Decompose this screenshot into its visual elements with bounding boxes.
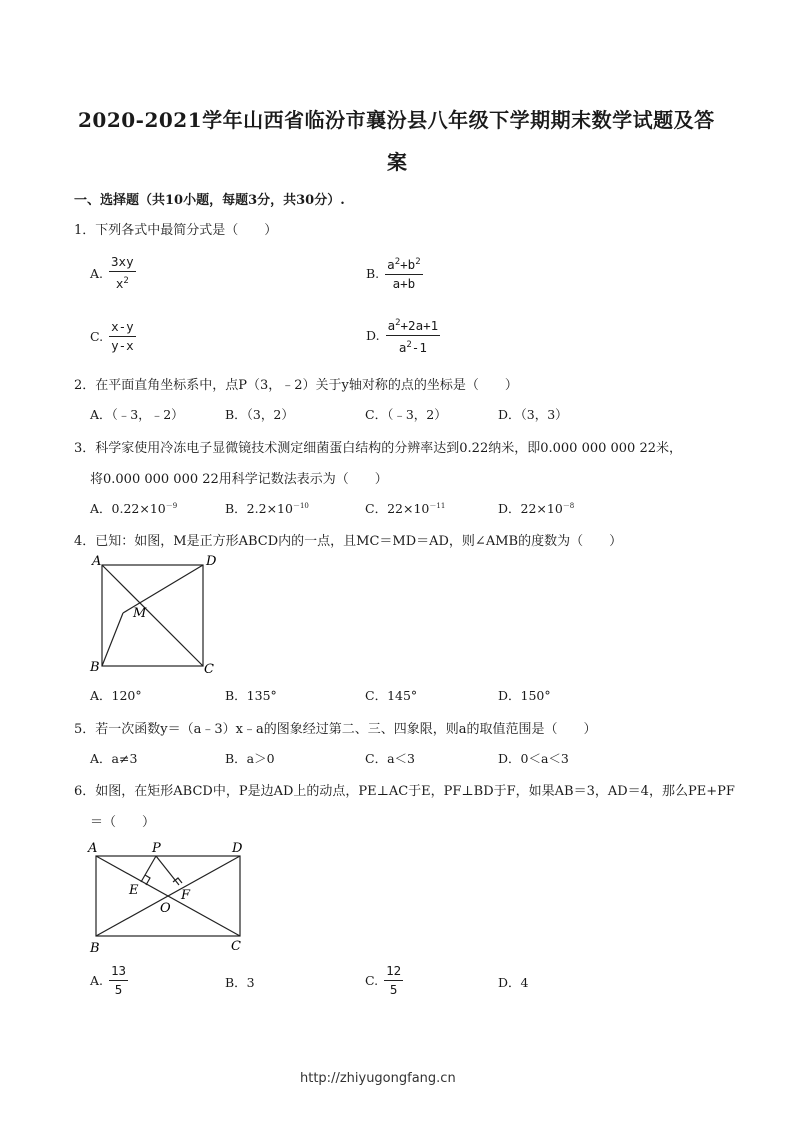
q1-option-c bbox=[90, 318, 136, 355]
vertex-label-a: A bbox=[92, 554, 102, 569]
question-6-stem-cont: ＝（ ） bbox=[90, 815, 156, 830]
point-label-m: M bbox=[133, 606, 147, 621]
q6-option-d: D．4 bbox=[498, 975, 529, 990]
question-1-stem: 1．下列各式中最简分式是（ ） bbox=[74, 223, 278, 238]
q4-option-a: A．120° bbox=[90, 688, 142, 703]
q5-option-c: C．a＜3 bbox=[365, 751, 415, 766]
numerator: $a^2+b^2$ bbox=[385, 253, 422, 275]
fraction bbox=[109, 318, 136, 355]
numerator: 13 bbox=[109, 962, 128, 981]
denominator: a+b bbox=[392, 276, 416, 292]
question-6-stem: 6．如图，在矩形ABCD中，P是边AD上的动点，PE⊥AC于E，PF⊥BD于F，如果AB＝3，AD＝4，那么PE+PF bbox=[74, 784, 735, 799]
vertex-label-a: A bbox=[88, 841, 98, 856]
q5-option-a: A．a≠3 bbox=[90, 751, 138, 766]
q2-option-b: B．（3，2） bbox=[225, 407, 294, 422]
fraction bbox=[386, 314, 441, 357]
denominator: 5 bbox=[389, 982, 398, 997]
numerator: 12 bbox=[384, 962, 403, 981]
square-abcd-figure bbox=[86, 553, 226, 678]
point-label-o: O bbox=[160, 901, 171, 916]
vertex-label-b: B bbox=[90, 660, 100, 675]
vertex-label-d: D bbox=[206, 554, 217, 569]
denominator: y-x bbox=[111, 338, 134, 353]
q3-option-c: C．$22\times 10^{-11}$ bbox=[365, 501, 446, 516]
fraction bbox=[109, 253, 136, 293]
point-label-e: E bbox=[129, 883, 139, 898]
segment-mb bbox=[102, 613, 123, 666]
q3-option-a: A．$0.22\times 10^{-9}$ bbox=[90, 501, 178, 516]
q1-option-d bbox=[366, 314, 440, 357]
vertex-label-d: D bbox=[232, 841, 243, 856]
q5-option-b: B．a＞0 bbox=[225, 751, 275, 766]
q4-option-c: C．145° bbox=[365, 688, 418, 703]
q5-option-d: D．0＜a＜3 bbox=[498, 751, 569, 766]
option-label: A. bbox=[90, 973, 104, 988]
denominator: $x^2$ bbox=[115, 276, 129, 292]
point-label-f: F bbox=[181, 888, 191, 903]
question-3-stem-cont: 将0.000 000 000 22用科学记数法表示为（ ） bbox=[90, 472, 388, 487]
page-title-cont: 案 bbox=[387, 150, 408, 174]
numerator: 3xy bbox=[109, 253, 136, 272]
q1-option-b bbox=[366, 253, 423, 293]
denominator: 5 bbox=[114, 982, 123, 997]
q6-option-a bbox=[90, 962, 128, 999]
numerator: $a^2+2a+1$ bbox=[386, 314, 441, 336]
point-label-p: P bbox=[152, 841, 161, 856]
q3-option-b: B．$2.2\times 10^{-10}$ bbox=[225, 501, 309, 516]
vertex-label-b: B bbox=[90, 941, 100, 956]
q1-option-a bbox=[90, 253, 136, 293]
q4-option-b: B．135° bbox=[225, 688, 277, 703]
fraction bbox=[385, 253, 422, 293]
question-2-stem: 2．在平面直角坐标系中，点P（3，﹣2）关于y轴对称的点的坐标是（ ） bbox=[74, 378, 518, 393]
option-label: A. bbox=[90, 265, 104, 281]
vertex-label-c: C bbox=[231, 939, 241, 954]
denominator: $a^2-1$ bbox=[398, 340, 427, 356]
rectangle-abcd-figure bbox=[86, 838, 256, 958]
q3-option-d: D．$22\times 10^{-8}$ bbox=[498, 501, 575, 516]
option-label: B. bbox=[366, 265, 380, 281]
question-5-stem: 5．若一次函数y＝（a﹣3）x﹣a的图象经过第二、三、四象限，则a的取值范围是（ ） bbox=[74, 722, 597, 737]
option-label: C. bbox=[90, 329, 104, 344]
option-label: D. bbox=[366, 328, 380, 344]
q6-option-c bbox=[365, 962, 403, 999]
option-label: C. bbox=[365, 973, 379, 988]
diagonal-ac bbox=[102, 565, 203, 666]
numerator: x-y bbox=[109, 318, 136, 337]
segment-pe bbox=[141, 856, 156, 882]
question-3-stem: 3．科学家使用冷冻电子显微镜技术测定细菌蛋白结构的分辨率达到0.22纳米，即0.000 000 000 22米， bbox=[74, 441, 682, 456]
q2-option-d: D．（3，3） bbox=[498, 407, 568, 422]
fraction bbox=[384, 962, 403, 999]
q2-option-a: A．（﹣3，﹣2） bbox=[90, 407, 184, 422]
page-title: 2020-2021学年山西省临汾市襄汾县八年级下学期期末数学试题及答 bbox=[78, 108, 715, 132]
fraction bbox=[109, 962, 128, 999]
vertex-label-c: C bbox=[204, 662, 214, 677]
q4-option-d: D．150° bbox=[498, 688, 551, 703]
question-4-stem: 4．已知：如图，M是正方形ABCD内的一点，且MC＝MD＝AD，则∠AMB的度数为（ ） bbox=[74, 534, 623, 549]
q2-option-c: C．（﹣3，2） bbox=[365, 407, 447, 422]
section-header: 一、选择题（共10小题，每题3分，共30分）. bbox=[74, 193, 345, 208]
footer-url: http://zhiyugongfang.cn bbox=[300, 1071, 456, 1086]
q6-option-b: B．3 bbox=[225, 975, 255, 990]
